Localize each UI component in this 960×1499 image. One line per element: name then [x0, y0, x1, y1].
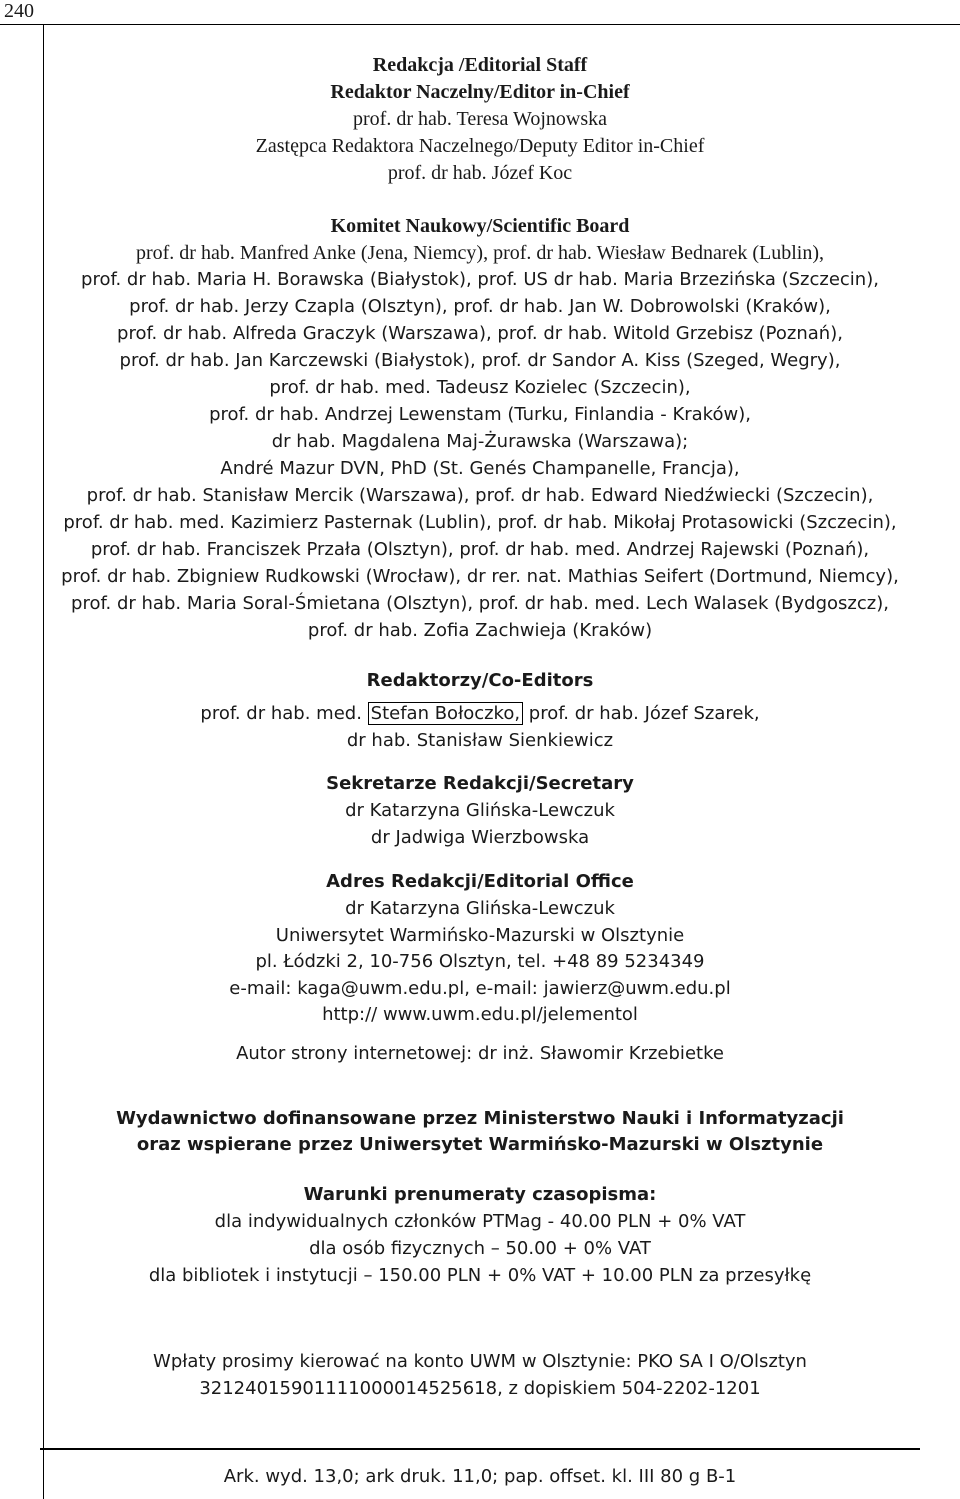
co-editor-boxed-name: Stefan Bołoczko,: [368, 702, 523, 725]
board-line: prof. dr hab. Alfreda Graczyk (Warszawa), prof. dr hab. Witold Grzebisz (Poznań),: [117, 323, 843, 344]
editor-in-chief-label: Redaktor Naczelny/Editor in-Chief: [330, 81, 630, 103]
co-editors-line-2: dr hab. Stanisław Sienkiewicz: [346, 730, 614, 751]
editor-in-chief-name: prof. dr hab. Teresa Wojnowska: [353, 108, 607, 130]
secretary-title: Sekretarze Redakcji/Secretary: [326, 773, 634, 794]
office-website: http:// www.uwm.edu.pl/jelementol: [322, 1004, 638, 1025]
secretary-name: dr Jadwiga Wierzbowska: [370, 827, 590, 848]
editorial-office-title: Adres Redakcji/Editorial Office: [326, 871, 634, 892]
office-address: pl. Łódzki 2, 10-756 Olsztyn, tel. +48 89 5234349: [255, 951, 705, 972]
board-line: prof. dr hab. med. Kazimierz Pasternak (Lublin), prof. dr hab. Mikołaj Protasowicki (Szczecin),: [63, 512, 897, 533]
office-email: e-mail: kaga@uwm.edu.pl, e-mail: jawierz@uwm.edu.pl: [229, 978, 731, 999]
board-line: prof. dr hab. Maria H. Borawska (Białystok), prof. US dr hab. Maria Brzezińska (Szczecin),: [81, 269, 879, 290]
subscription-title: Warunki prenumeraty czasopisma:: [303, 1184, 657, 1205]
co-editors-title: Redaktorzy/Co-Editors: [366, 670, 594, 691]
office-line: Uniwersytet Warmińsko-Mazurski w Olsztynie: [275, 925, 685, 946]
board-line: prof. dr hab. med. Tadeusz Kozielec (Szczecin),: [269, 377, 691, 398]
footer-rule: [40, 1448, 920, 1450]
board-line: dr hab. Magdalena Maj-Żurawska (Warszawa);: [271, 431, 689, 452]
board-line: prof. dr hab. Zbigniew Rudkowski (Wrocław), dr rer. nat. Mathias Seifert (Dortmund, Niemcy),: [61, 566, 899, 587]
office-line: dr Katarzyna Glińska-Lewczuk: [345, 898, 615, 919]
webmaster-credit: Autor strony internetowej: dr inż. Sławomir Krzebietke: [236, 1043, 724, 1064]
editorial-staff-title: Redakcja /Editorial Staff: [372, 54, 588, 76]
board-line: prof. dr hab. Jan Karczewski (Białystok), prof. dr Sandor A. Kiss (Szeged, Wegry),: [119, 350, 841, 371]
board-line: prof. dr hab. Andrzej Lewenstam (Turku, Finlandia - Kraków),: [209, 404, 751, 425]
deputy-editor-label: Zastępca Redaktora Naczelnego/Deputy Editor in-Chief: [255, 135, 705, 157]
funding-line-1: Wydawnictwo dofinansowane przez Ministerstwo Nauki i Informatyzacji: [116, 1108, 844, 1129]
subscription-line: dla indywidualnych członków PTMag - 40.00 PLN + 0% VAT: [214, 1211, 746, 1232]
funding-line-2: oraz wspierane przez Uniwersytet Warmińsko-Mazurski w Olsztynie: [136, 1134, 824, 1155]
payment-line-1: Wpłaty prosimy kierować na konto UWM w Olsztynie: PKO SA I O/Olsztyn: [153, 1351, 807, 1372]
page-header-rule: [0, 0, 960, 25]
board-line: prof. dr hab. Jerzy Czapla (Olsztyn), prof. dr hab. Jan W. Dobrowolski (Kraków),: [129, 296, 831, 317]
board-line: prof. dr hab. Maria Soral-Śmietana (Olsztyn), prof. dr hab. med. Lech Walasek (Bydgoszcz),: [71, 593, 889, 614]
page-number: 240: [4, 0, 34, 22]
co-editor-rest: prof. dr hab. Józef Szarek,: [528, 703, 760, 724]
subscription-line: dla bibliotek i instytucji – 150.00 PLN + 0% VAT + 10.00 PLN za przesyłkę: [148, 1265, 812, 1286]
board-line: André Mazur DVN, PhD (St. Genés Champanelle, Francja),: [220, 458, 740, 479]
co-editors-line: [0, 703, 960, 725]
print-specs-footer: Ark. wyd. 13,0; ark druk. 11,0; pap. offset. kl. III 80 g B-1: [223, 1466, 737, 1487]
deputy-editor-name: prof. dr hab. Józef Koc: [387, 162, 573, 184]
board-line: prof. dr hab. Zofia Zachwieja (Kraków): [307, 620, 653, 641]
board-line: prof. dr hab. Manfred Anke (Jena, Niemcy), prof. dr hab. Wiesław Bednarek (Lublin),: [135, 242, 825, 264]
subscription-line: dla osób fizycznych – 50.00 + 0% VAT: [309, 1238, 651, 1259]
co-editor-title-prefix: prof. dr hab. med.: [200, 703, 362, 724]
scientific-board-title: Komitet Naukowy/Scientific Board: [330, 215, 630, 237]
secretary-name: dr Katarzyna Glińska-Lewczuk: [345, 800, 615, 821]
board-line: prof. dr hab. Stanisław Mercik (Warszawa), prof. dr hab. Edward Niedźwiecki (Szczecin),: [86, 485, 874, 506]
payment-account: 32124015901111000014525618, z dopiskiem 504-2202-1201: [199, 1378, 761, 1399]
board-line: prof. dr hab. Franciszek Przała (Olsztyn), prof. dr hab. med. Andrzej Rajewski (Poznań),: [90, 539, 870, 560]
